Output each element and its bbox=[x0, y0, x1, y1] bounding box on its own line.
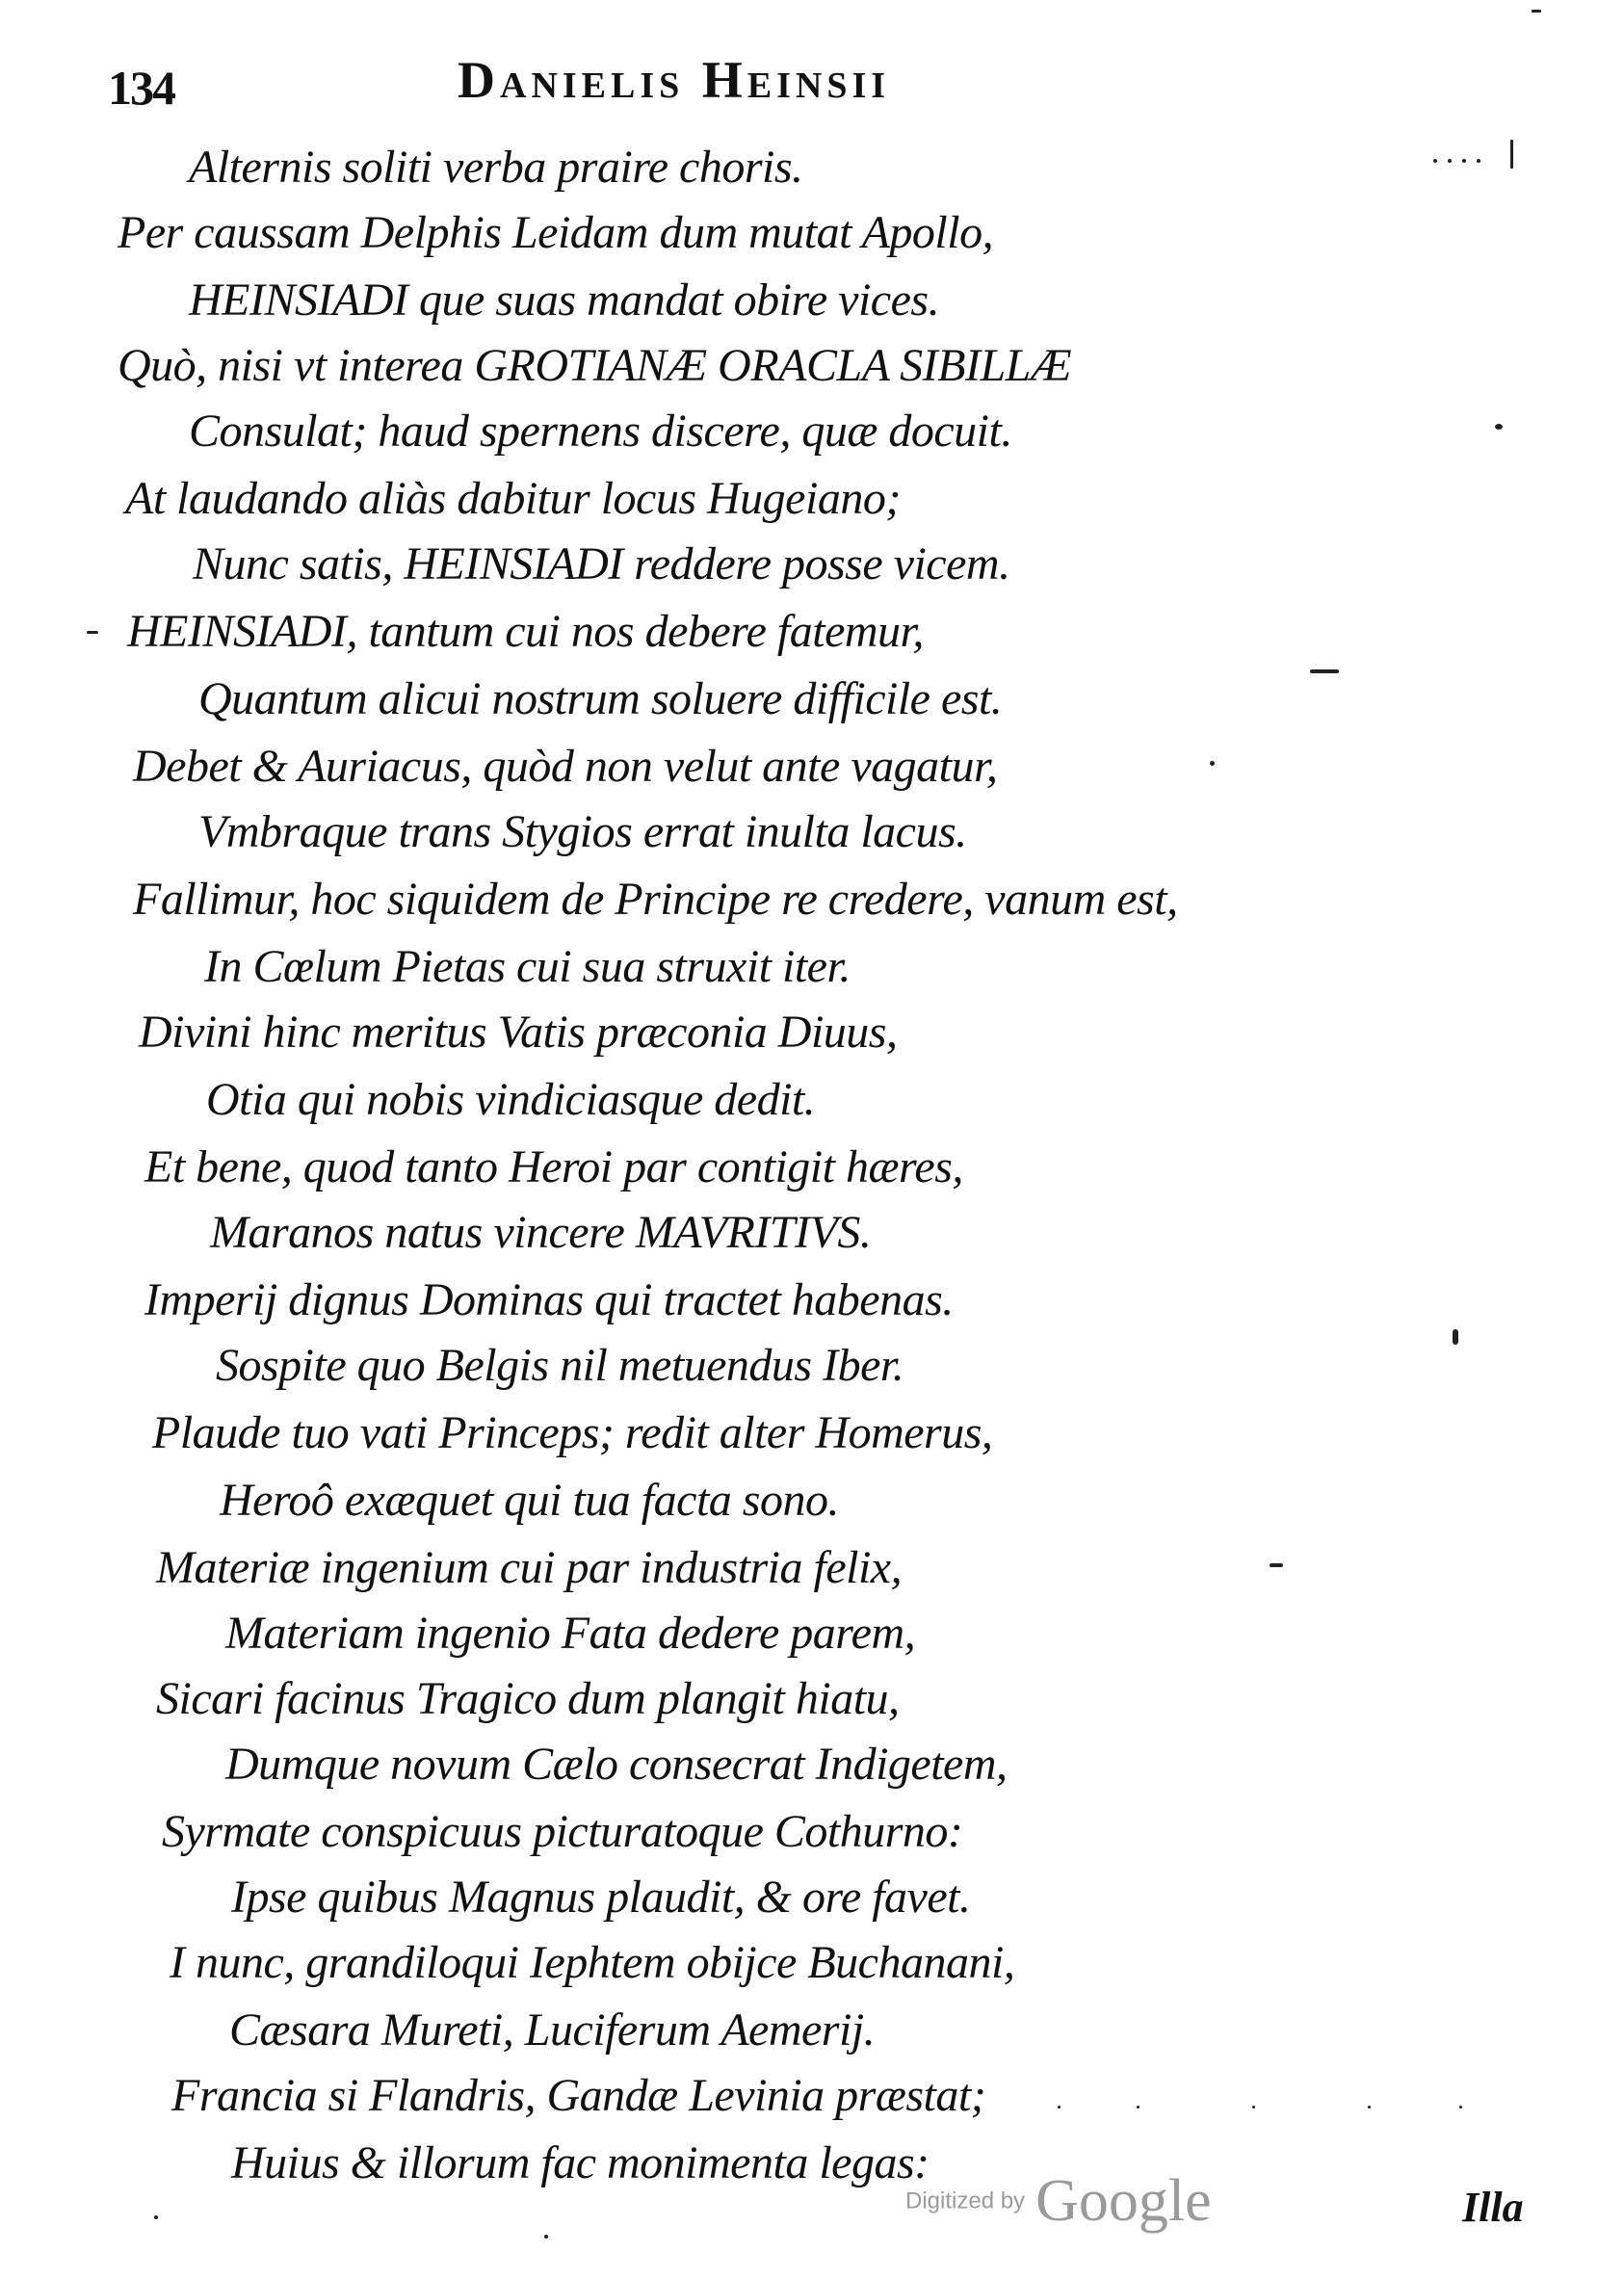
verse-line: At laudando aliàs dabitur locus Hugeiano; bbox=[125, 473, 901, 524]
scan-speck bbox=[1453, 1329, 1458, 1345]
verse-line: In Cœlum Pietas cui sua struxit iter. bbox=[204, 941, 851, 992]
scan-speck bbox=[1310, 669, 1339, 673]
scan-speck bbox=[1137, 2106, 1139, 2109]
page-number: 134 bbox=[108, 61, 174, 115]
scan-speck bbox=[544, 2235, 548, 2239]
verse-line: Sospite quo Belgis nil metuendus Iber. bbox=[216, 1340, 904, 1391]
watermark-prefix: Digitized by bbox=[905, 2187, 1026, 2214]
scan-speck bbox=[1495, 424, 1503, 430]
verse-line: Plaude tuo vati Princeps; redit alter Homerus, bbox=[152, 1407, 993, 1458]
verse-line: Consulat; haud spernens discere, quæ docuit. bbox=[189, 406, 1012, 457]
scan-speck bbox=[1448, 159, 1452, 163]
digitized-watermark bbox=[905, 2167, 1212, 2236]
scan-speck bbox=[1252, 2106, 1255, 2109]
verse-line: Imperij dignus Dominas qui tractet habenas. bbox=[144, 1274, 954, 1325]
verse-line: Fallimur, hoc siquidem de Principe re credere, vanum est, bbox=[133, 874, 1178, 925]
verse-line: Maranos natus vincere MAVRITIVS. bbox=[210, 1207, 872, 1258]
verse-line: Francia si Flandris, Gandæ Levinia præstat; bbox=[171, 2070, 986, 2121]
verse-line: Dumque novum Cælo consecrat Indigetem, bbox=[225, 1739, 1008, 1790]
verse-line: Et bene, quod tanto Heroi par contigit hæres, bbox=[144, 1141, 963, 1192]
scan-speck bbox=[1459, 2106, 1462, 2109]
verse-line: Debet & Auriacus, quòd non velut ante vagatur, bbox=[133, 741, 998, 792]
verse-line: HEINSIADI, tantum cui nos debere fatemur, bbox=[127, 606, 924, 657]
scan-speck bbox=[87, 631, 98, 634]
watermark-brand: Google bbox=[1035, 2168, 1212, 2234]
scan-speck bbox=[1270, 1563, 1283, 1567]
verse-line: Alternis soliti verba praire choris. bbox=[189, 142, 803, 193]
running-head: Danielis Heinsii bbox=[458, 51, 891, 109]
verse-line: Vmbraque trans Stygios errat inulta lacus. bbox=[198, 806, 967, 857]
verse-line: Syrmate conspicuus picturatoque Cothurno: bbox=[162, 1806, 963, 1857]
verse-line: HEINSIADI que suas mandat obire vices. bbox=[189, 275, 940, 326]
scan-speck bbox=[1058, 2106, 1061, 2109]
verse-line: Otia qui nobis vindiciasque dedit. bbox=[206, 1074, 816, 1125]
verse-line: Materiam ingenio Fata dedere parem, bbox=[225, 1608, 916, 1659]
verse-line: Divini hinc meritus Vatis præconia Diuus, bbox=[139, 1007, 898, 1058]
verse-line: I nunc, grandiloqui Iephtem obijce Buchanani, bbox=[170, 1937, 1015, 1988]
scan-speck bbox=[1477, 159, 1480, 163]
scan-speck bbox=[1210, 761, 1215, 766]
scan-speck bbox=[1462, 159, 1466, 163]
scan-speck bbox=[1510, 140, 1513, 169]
verse-line: Materiæ ingenium cui par industria felix, bbox=[156, 1542, 903, 1593]
verse-line: Nunc satis, HEINSIADI reddere posse vicem. bbox=[193, 538, 1010, 589]
verse-line: Quò, nisi vt interea GROTIANÆ ORACLA SIBILLÆ bbox=[118, 340, 1072, 391]
scan-speck bbox=[154, 2215, 158, 2219]
verse-line: Sicari facinus Tragico dum plangit hiatu, bbox=[156, 1673, 900, 1724]
verse-line: Quantum alicui nostrum soluere difficile est. bbox=[198, 673, 1003, 724]
verse-line: Heroô exæquet qui tua facta sono. bbox=[220, 1475, 839, 1526]
catchword: Illa bbox=[1462, 2184, 1524, 2231]
scan-speck bbox=[1368, 2106, 1371, 2109]
verse-line: Ipse quibus Magnus plaudit, & ore favet. bbox=[231, 1872, 971, 1923]
scan-speck bbox=[1433, 159, 1437, 163]
verse-line: Huius & illorum fac monimenta legas: bbox=[231, 2137, 930, 2188]
verse-line: Per caussam Delphis Leidam dum mutat Apollo, bbox=[118, 207, 994, 258]
verse-line: Cæsara Mureti, Luciferum Aemerij. bbox=[229, 2004, 876, 2056]
scan-speck bbox=[1532, 10, 1541, 13]
